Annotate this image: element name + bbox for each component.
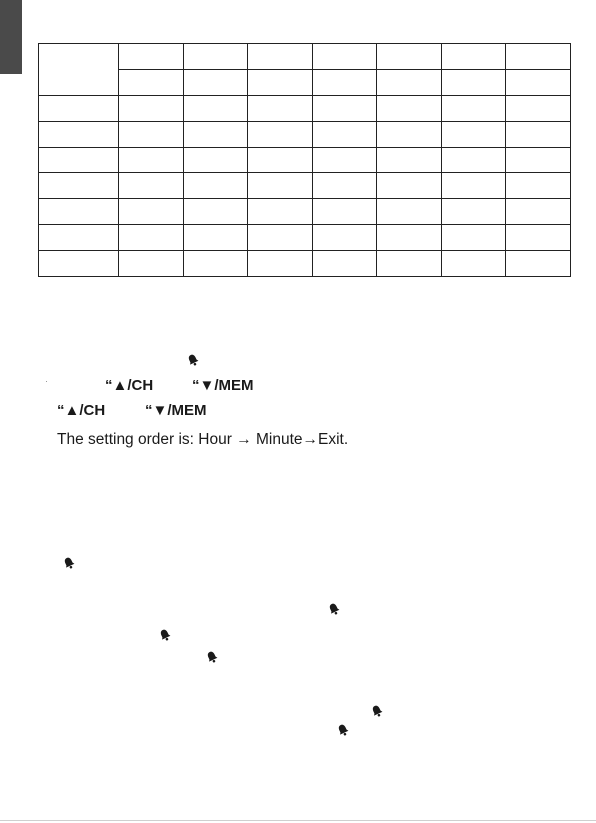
table-cell	[441, 69, 506, 95]
table-cell	[119, 225, 184, 251]
table-cell	[39, 95, 119, 121]
table-cell	[183, 121, 248, 147]
bell-icon	[158, 628, 172, 642]
table-cell	[441, 173, 506, 199]
table-cell	[377, 69, 442, 95]
table-cell	[506, 251, 571, 277]
table-cell	[119, 69, 184, 95]
table-cell	[248, 44, 313, 70]
table-cell	[377, 173, 442, 199]
table-cell	[119, 199, 184, 225]
table-cell	[312, 121, 377, 147]
table-cell	[119, 147, 184, 173]
table-row	[39, 95, 571, 121]
table-cell	[183, 147, 248, 173]
table-cell	[377, 199, 442, 225]
bell-icon	[336, 723, 350, 737]
table-cell	[183, 251, 248, 277]
table-cell	[119, 251, 184, 277]
table-cell	[312, 69, 377, 95]
setting-order-text: The setting order is: Hour → Minute→Exit.	[57, 431, 349, 448]
data-table	[38, 43, 571, 277]
table-cell	[183, 69, 248, 95]
table-cell	[506, 44, 571, 70]
table-cell	[506, 225, 571, 251]
table-cell	[39, 44, 119, 96]
section-tab	[0, 0, 22, 74]
table-cell	[377, 147, 442, 173]
table-cell	[312, 173, 377, 199]
table-cell	[248, 121, 313, 147]
table-row	[39, 225, 571, 251]
table-cell	[506, 173, 571, 199]
table-cell	[506, 95, 571, 121]
table-cell	[441, 44, 506, 70]
table-cell	[441, 121, 506, 147]
table-cell	[248, 199, 313, 225]
table-row	[39, 173, 571, 199]
stray-mark	[46, 381, 47, 382]
table-cell	[441, 225, 506, 251]
table-cell	[248, 173, 313, 199]
bell-icon	[327, 602, 341, 616]
table-cell	[39, 225, 119, 251]
table-cell	[183, 44, 248, 70]
table-cell	[248, 95, 313, 121]
table-cell	[39, 173, 119, 199]
table-cell	[506, 69, 571, 95]
bell-icon	[205, 650, 219, 664]
table-row	[39, 251, 571, 277]
up-ch-button-label: “▲/CH	[105, 377, 154, 394]
table-cell	[312, 95, 377, 121]
table-row	[39, 199, 571, 225]
table-cell	[248, 251, 313, 277]
table-cell	[377, 44, 442, 70]
table-row	[39, 121, 571, 147]
table-cell	[39, 121, 119, 147]
bell-icon	[62, 556, 76, 570]
table-cell	[183, 225, 248, 251]
table-cell	[312, 44, 377, 70]
table-cell	[441, 199, 506, 225]
table-cell	[312, 147, 377, 173]
table-cell	[312, 225, 377, 251]
table-cell	[441, 95, 506, 121]
table-cell	[506, 199, 571, 225]
up-ch-button-label: “▲/CH	[57, 402, 106, 419]
table-cell	[312, 199, 377, 225]
table-cell	[119, 173, 184, 199]
table-cell	[183, 173, 248, 199]
table-row	[39, 147, 571, 173]
table-cell	[248, 147, 313, 173]
table-cell	[119, 121, 184, 147]
table-cell	[377, 95, 442, 121]
table-row	[39, 69, 571, 95]
page-edge	[0, 820, 596, 821]
table-cell	[39, 199, 119, 225]
table-cell	[441, 251, 506, 277]
table-row	[39, 44, 571, 70]
down-mem-button-label: “▼/MEM	[145, 402, 207, 419]
table-cell	[119, 44, 184, 70]
down-mem-button-label: “▼/MEM	[192, 377, 254, 394]
table-cell	[312, 251, 377, 277]
table-cell	[183, 199, 248, 225]
table-cell	[119, 95, 184, 121]
table-cell	[248, 225, 313, 251]
table-cell	[506, 121, 571, 147]
bell-icon	[186, 353, 200, 367]
table-cell	[248, 69, 313, 95]
table-cell	[377, 251, 442, 277]
table-cell	[441, 147, 506, 173]
bell-icon	[370, 704, 384, 718]
table-cell	[183, 95, 248, 121]
table-cell	[506, 147, 571, 173]
table-cell	[39, 147, 119, 173]
table-cell	[377, 121, 442, 147]
table-cell	[39, 251, 119, 277]
table-cell	[377, 225, 442, 251]
